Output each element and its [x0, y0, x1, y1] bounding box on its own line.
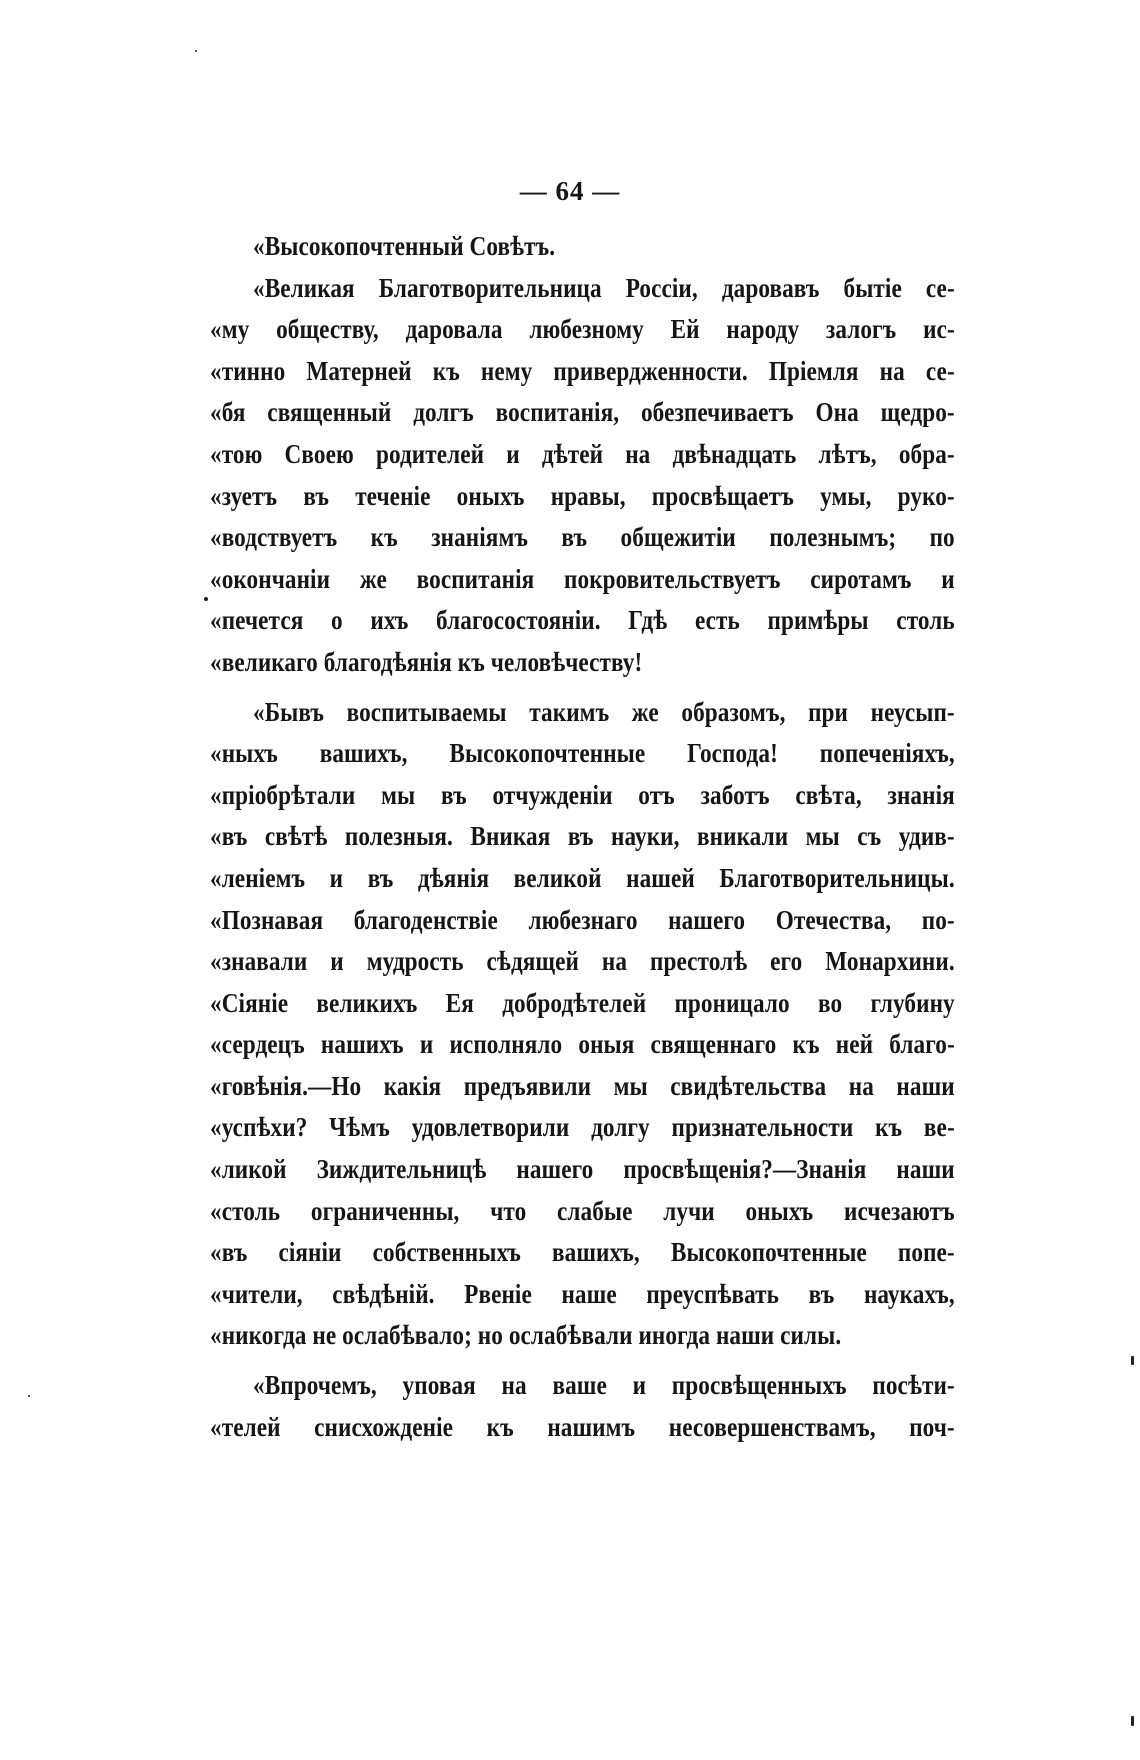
page-number: — 64 — [519, 176, 621, 206]
text-line: «тою Своею родителей и дѣтей на двѣнадцать лѣтъ, обра- [210, 438, 955, 469]
paragraph [210, 1365, 955, 1448]
text-line: «му обществу, даровала любезному Ей народу залогъ ис- [210, 314, 955, 345]
scan-speck [204, 597, 208, 601]
text-line: «въ сіяніи собственныхъ вашихъ, Высокопочтенные попе- [210, 1237, 955, 1268]
text-line: «Высокопочтенный Совѣтъ. [253, 231, 556, 261]
text-line: «леніемъ и въ дѣянія великой нашей Благотворительницы. [210, 862, 955, 893]
text-line: «Великая Благотворительница Россіи, даровавъ бытіе се- [253, 272, 955, 303]
text-line: «столь ограниченны, что слабые лучи оныхъ исчезаютъ [210, 1195, 955, 1226]
text-line: «тинно Матерней къ нему привердженности. Пріемля на се- [210, 355, 955, 386]
text-line: «въ свѣтѣ полезныя. Вникая въ науки, вникали мы съ удив- [210, 821, 955, 852]
text-line: «пріобрѣтали мы въ отчужденіи отъ заботъ свѣта, знанія [210, 779, 955, 810]
text-line: «сердецъ нашихъ и исполняло оныя священнаго къ ней благо- [210, 1029, 955, 1060]
text-line: «Бывъ воспитываемы такимъ же образомъ, при неусып- [253, 696, 955, 727]
scan-speck [1131, 1716, 1134, 1726]
text-line: «говѣнія.—Но какія предъявили мы свидѣтельства на наши [210, 1070, 955, 1101]
text-line: «знавали и мудрость сѣдящей на престолѣ его Монархини. [210, 946, 955, 977]
text-line: «Впрочемъ, уповая на ваше и просвѣщенныхъ посѣти- [253, 1370, 955, 1401]
text-line: «водствуетъ къ знаніямъ въ общежитіи полезнымъ; по [210, 522, 955, 553]
text-line: «зуетъ въ теченіе оныхъ нравы, просвѣщаетъ умы, руко- [210, 480, 955, 511]
text-line: «ныхъ вашихъ, Высокопочтенные Господа! попеченіяхъ, [210, 738, 955, 769]
text-line: «ликой Зиждительницѣ нашего просвѣщенія?—Знанія наши [210, 1154, 955, 1185]
text-line: «Познавая благоденствіе любезнаго нашего Отечества, по- [210, 904, 955, 935]
text-line: «чители, свѣдѣній. Рвеніе наше преуспѣвать въ наукахъ, [210, 1278, 955, 1309]
text-line: «телей снисхожденіе къ нашимъ несовершенствамъ, поч- [210, 1411, 955, 1442]
text-line: «никогда не ослабѣвало; но ослабѣвали иногда наши силы. [210, 1320, 842, 1351]
text-line: «Сіяніе великихъ Ея добродѣтелей проницало во глубину [210, 987, 955, 1018]
text-line: «бя священный долгъ воспитанія, обезпечиваетъ Она щедро- [210, 397, 955, 428]
text-line: «печется о ихъ благосостояніи. Гдѣ есть примѣры столь [210, 605, 955, 636]
text-line: «успѣхи? Чѣмъ удовлетворили долгу признательности къ ве- [210, 1112, 955, 1143]
scan-speck [28, 1395, 30, 1397]
paragraph-salutation [210, 226, 955, 268]
text-line: «окончаніи же воспитанія покровительствуетъ сиротамъ и [210, 563, 955, 594]
scan-speck [1131, 1356, 1134, 1365]
scan-speck [195, 50, 197, 52]
paragraph [210, 268, 955, 684]
paragraph [210, 692, 955, 1358]
body-text [210, 226, 955, 1448]
text-line: «великаго благодѣянія къ человѣчеству! [210, 646, 643, 677]
